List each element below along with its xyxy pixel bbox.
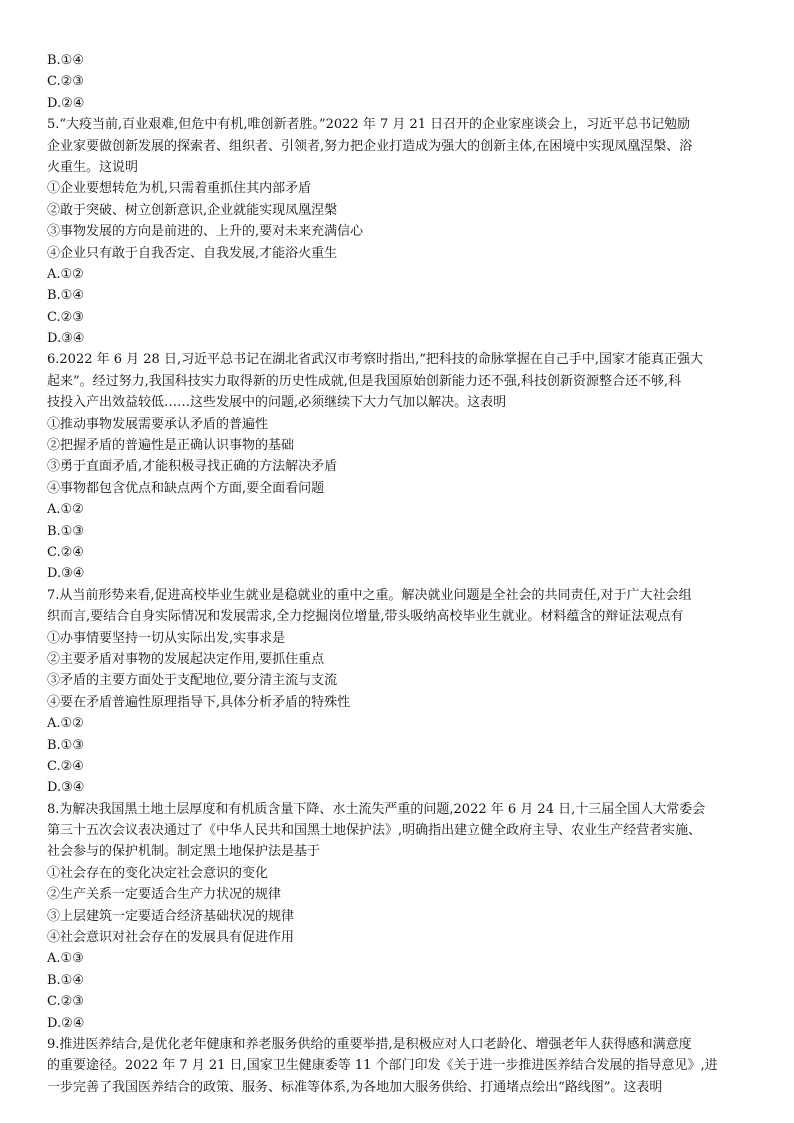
question-stem-line: 织而言,要结合自身实际情况和发展需求,全力挖掘岗位增量,带头吸纳高校毕业生就业。材料蕴含的辩证法观点有	[47, 609, 684, 625]
option: B.①④	[47, 972, 84, 988]
question-7	[47, 585, 750, 799]
option: B.①④	[47, 288, 84, 304]
question-stem-line: 企业家要做创新发展的探索者、组织者、引领者,努力把企业打造成为强大的创新主体,在困境中实现凤凰涅槃、浴	[47, 138, 693, 154]
question-stem-line: 社会参与的保护机制。制定黑土地保护法是基于	[47, 844, 321, 860]
statement: ③事物发展的方向是前进的、上升的,要对未来充满信心	[47, 224, 364, 240]
option: B.①③	[47, 523, 84, 539]
option: C.②③	[47, 994, 84, 1010]
option: B.①③	[47, 737, 84, 753]
option: D.③④	[47, 331, 85, 347]
statement: ③上层建筑一定要适合经济基础状况的规律	[47, 908, 295, 924]
question-8	[47, 799, 750, 1034]
question-stem-line: 9.推进医养结合,是优化老年健康和养老服务供给的重要举措,是积极应对人口老龄化、增强老年人获得感和满意度	[47, 1036, 692, 1052]
question-stem-line: 起来”。经过努力,我国科技实力取得新的历史性成就,但是我国原始创新能力还不强,科技创新资源整合还不够,科	[47, 373, 682, 389]
statement: ④社会意识对社会存在的发展具有促进作用	[47, 930, 295, 946]
question-stem-line: 第三十五次会议表决通过了《中华人民共和国黑土地保护法》,明确指出建立健全政府主导、农业生产经营者实施、	[47, 823, 702, 839]
question-stem-line: 5.“大疫当前,百业艰难,但危中有机,唯创新者胜。”2022 年 7 月 21 日召开的企业家座谈会上，习近平总书记勉励	[47, 117, 691, 133]
question-stem-line: 火重生。这说明	[47, 159, 139, 175]
question-stem-line: 8.为解决我国黑土地土层厚度和有机质含量下降、水土流失严重的问题,2022 年 6 月 24 日,十三届全国人大常委会	[47, 801, 706, 817]
option: C.②③	[47, 74, 84, 90]
statement: ④要在矛盾普遍性原理指导下,具体分析矛盾的特殊性	[47, 694, 351, 710]
question-stem-line: 一步完善了我国医养结合的政策、服务、标准等体系,为各地加大服务供给、打通堵点绘出“路线图”。这表明	[47, 1079, 663, 1095]
statement: ②主要矛盾对事物的发展起决定作用,要抓住重点	[47, 651, 325, 667]
statement: ③勇于直面矛盾,才能积极寻找正确的方法解决矛盾	[47, 459, 338, 475]
option: D.②④	[47, 1015, 85, 1031]
question-stem-line: 7.从当前形势来看,促进高校毕业生就业是稳就业的重中之重。解决就业问题是全社会的共同责任,对于广大社会组	[47, 587, 692, 603]
statement: ②把握矛盾的普遍性是正确认识事物的基础	[47, 438, 295, 454]
option: C.②④	[47, 758, 84, 774]
statement: ③矛盾的主要方面处于支配地位,要分清主流与支流	[47, 673, 338, 689]
lead-options	[47, 50, 750, 114]
statement: ①企业要想转危为机,只需着重抓住其内部矛盾	[47, 181, 312, 197]
question-stem-line: 技投入产出效益较低……这些发展中的问题,必须继续下大力气加以解决。这表明	[47, 395, 507, 411]
statement: ②生产关系一定要适合生产力状况的规律	[47, 887, 282, 903]
statement: ①推动事物发展需要承认矛盾的普遍性	[47, 416, 269, 432]
question-9	[47, 1034, 750, 1098]
option: B.①④	[47, 53, 84, 68]
option: D.③④	[47, 780, 85, 796]
statement: ④事物都包含优点和缺点两个方面,要全面看问题	[47, 480, 325, 496]
question-5	[47, 114, 750, 349]
statement: ④企业只有敢于自我否定、自我发展,才能浴火重生	[47, 245, 338, 261]
option: D.②④	[47, 95, 85, 111]
statement: ②敢于突破、树立创新意识,企业就能实现凤凰涅槃	[47, 202, 338, 218]
option: C.②③	[47, 309, 84, 325]
option: A.①③	[47, 951, 84, 967]
question-6	[47, 349, 750, 584]
option: A.①②	[47, 266, 84, 282]
option: C.②④	[47, 544, 84, 560]
question-stem-line: 6.2022 年 6 月 28 日,习近平总书记在湖北省武汉市考察时指出,“把科技的命脉掌握在自己手中,国家才能真正强大	[47, 352, 704, 368]
statement: ①办事情要坚持一切从实际出发,实事求是	[47, 630, 286, 646]
option: D.③④	[47, 566, 85, 582]
statement: ①社会存在的变化决定社会意识的变化	[47, 865, 269, 881]
question-stem-line: 的重要途径。2022 年 7 月 21 日,国家卫生健康委等 11 个部门印发《关于进一步推进医养结合发展的指导意见》,进	[47, 1058, 718, 1074]
option: A.①②	[47, 502, 84, 518]
option: A.①②	[47, 716, 84, 732]
